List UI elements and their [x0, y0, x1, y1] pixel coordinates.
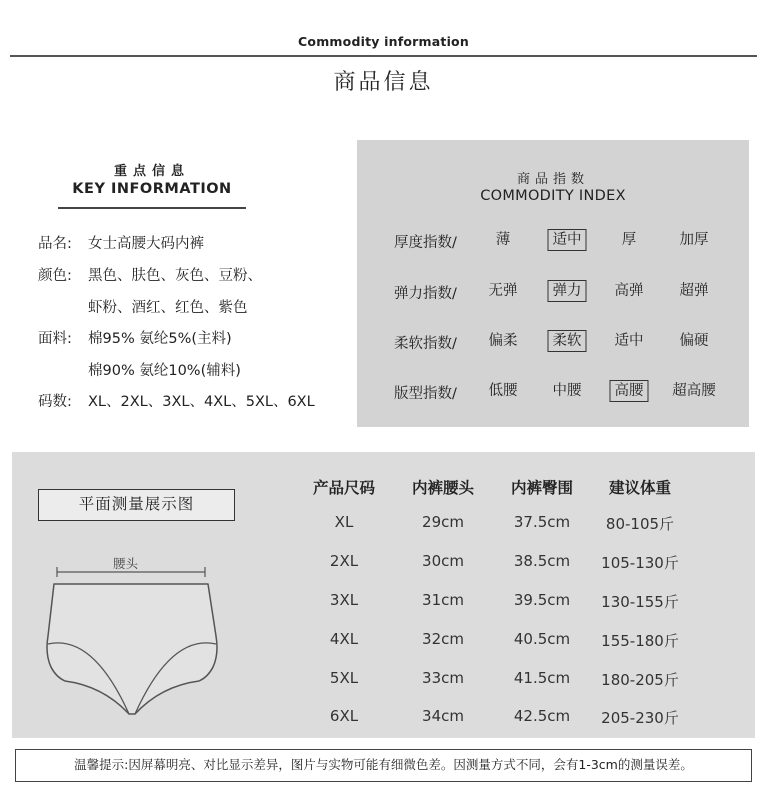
index-option: 厚 [621, 232, 637, 248]
index-option: 适中 [614, 333, 644, 349]
hip-cell: 41.5cm [513, 669, 571, 687]
info-value: 棉95% 氨纶5%(主料) [88, 331, 232, 347]
weight-cell: 155-180斤 [601, 632, 679, 650]
info-row-sizes [38, 390, 315, 411]
index-label: 柔软指数/ [394, 336, 457, 352]
index-option: 薄 [495, 232, 511, 248]
size-column-header: 产品尺码 [312, 479, 376, 497]
header-title-cn: 商品信息 [333, 70, 434, 95]
commodity-index-title-cn: 商品指数 [516, 172, 589, 187]
size-cell: 6XL [329, 707, 359, 725]
weight-cell: 130-155斤 [601, 593, 679, 611]
hip-cell: 37.5cm [513, 513, 571, 531]
weight-column-header: 建议体重 [608, 479, 672, 497]
size-chart-panel [12, 452, 755, 738]
index-label: 厚度指数/ [394, 235, 457, 251]
index-option: 加厚 [679, 232, 709, 248]
key-info-title-cn: 重点信息 [113, 164, 190, 179]
info-value: XL、2XL、3XL、4XL、5XL、6XL [88, 394, 315, 410]
weight-cell: 80-105斤 [605, 515, 675, 533]
index-option-selected: 高腰 [610, 380, 649, 402]
info-row-name [38, 232, 204, 253]
measurement-notice: 温馨提示:因屏幕明亮、对比显示差异，图片与实物可能有细微色差。因测量方式不同，会有1-3cm的测量误差。 [15, 749, 752, 782]
size-cell: 5XL [329, 669, 359, 687]
size-cell: 3XL [329, 591, 359, 609]
index-option: 超高腰 [672, 383, 716, 399]
hip-column-header: 内裤臀围 [510, 479, 574, 497]
info-row-fabric [38, 327, 232, 348]
briefs-diagram-icon [37, 564, 227, 724]
key-info-divider [58, 207, 246, 209]
size-cell: 2XL [329, 552, 359, 570]
info-value: 棉90% 氨纶10%(辅料) [88, 363, 241, 379]
index-option: 高弹 [614, 283, 644, 299]
index-row-thickness [357, 229, 749, 253]
waist-label: 腰头 [113, 556, 139, 571]
waist-cell: 29cm [422, 513, 464, 531]
index-row-elasticity [357, 280, 749, 304]
index-option-selected: 弹力 [548, 280, 587, 302]
waist-cell: 30cm [422, 552, 464, 570]
header-title-en: Commodity information [298, 34, 469, 49]
index-option-selected: 适中 [548, 229, 587, 251]
info-value: 虾粉、酒红、红色、紫色 [88, 300, 248, 316]
info-row-color [38, 264, 262, 285]
index-option-selected: 柔软 [548, 330, 587, 352]
info-row-color-cont [88, 296, 248, 317]
waist-cell: 33cm [422, 669, 464, 687]
commodity-index-panel [357, 140, 749, 427]
index-option: 中腰 [552, 383, 582, 399]
index-option: 超弹 [679, 283, 709, 299]
size-cell: 4XL [329, 630, 359, 648]
hip-cell: 38.5cm [513, 552, 571, 570]
info-label: 面料: [38, 331, 72, 347]
info-row-fabric-cont [88, 359, 241, 380]
info-label: 品名: [38, 236, 72, 252]
index-option: 无弹 [488, 283, 518, 299]
key-info-title-en: KEY INFORMATION [72, 181, 232, 197]
index-label: 弹力指数/ [394, 286, 457, 302]
index-option: 偏硬 [679, 333, 709, 349]
commodity-index-title-en: COMMODITY INDEX [480, 188, 626, 204]
waist-cell: 31cm [422, 591, 464, 609]
info-value: 女士高腰大码内裤 [88, 236, 204, 252]
index-option: 偏柔 [488, 333, 518, 349]
hip-cell: 40.5cm [513, 630, 571, 648]
weight-cell: 105-130斤 [601, 554, 679, 572]
index-row-fit [357, 380, 749, 404]
info-value: 黑色、肤色、灰色、豆粉、 [88, 268, 262, 284]
header-divider [10, 55, 757, 57]
weight-cell: 180-205斤 [601, 671, 679, 689]
hip-cell: 39.5cm [513, 591, 571, 609]
waist-cell: 34cm [422, 707, 464, 725]
size-cell: XL [334, 513, 354, 531]
index-option: 低腰 [488, 383, 518, 399]
waist-column-header: 内裤腰头 [411, 479, 475, 497]
info-label: 码数: [38, 394, 72, 410]
flat-measurement-title: 平面测量展示图 [38, 489, 235, 521]
info-label: 颜色: [38, 268, 72, 284]
index-row-softness [357, 330, 749, 354]
weight-cell: 205-230斤 [601, 709, 679, 727]
index-label: 版型指数/ [394, 386, 457, 402]
hip-cell: 42.5cm [513, 707, 571, 725]
waist-cell: 32cm [422, 630, 464, 648]
